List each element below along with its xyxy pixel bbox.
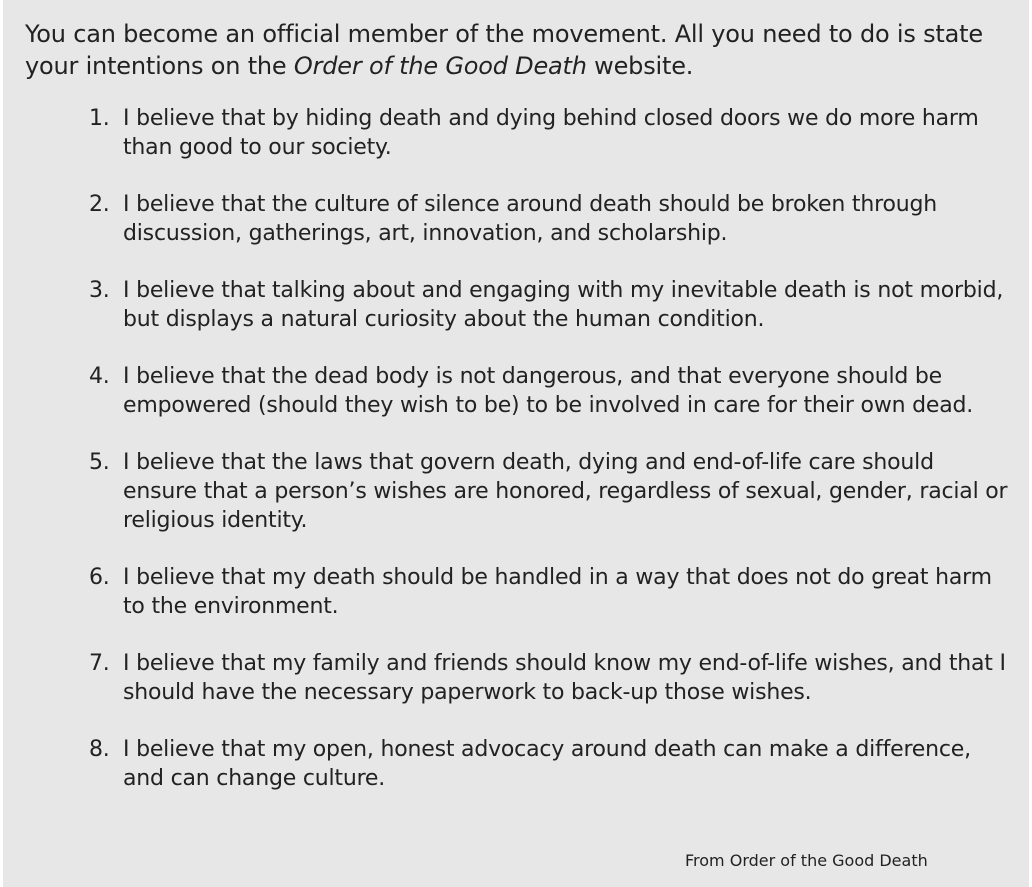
belief-number: 8.	[89, 737, 110, 762]
belief-number: 6.	[89, 565, 110, 590]
belief-number: 7.	[89, 651, 110, 676]
intro-website-name: Order of the Good Death	[293, 52, 587, 80]
belief-item	[89, 735, 1009, 793]
belief-text: I believe that the dead body is not dangerous, and that everyone should be empowered (should they wish to be) to be involved in care for their own dead.	[123, 364, 974, 418]
belief-item	[89, 104, 1009, 162]
content-panel	[3, 0, 1029, 887]
belief-number: 2.	[89, 192, 110, 217]
belief-item	[89, 362, 1009, 420]
intro-text-before: You can become an official member of the movement. All you need to do is state your intentions on the	[25, 20, 983, 80]
belief-item	[89, 276, 1009, 334]
belief-number: 3.	[89, 278, 110, 303]
belief-number: 4.	[89, 364, 110, 389]
source-credit: From Order of the Good Death	[685, 851, 928, 870]
belief-number: 1.	[89, 106, 110, 131]
intro-text-after: website.	[586, 52, 694, 80]
intro-paragraph	[25, 18, 1015, 82]
belief-item	[89, 448, 1009, 535]
belief-text: I believe that my family and friends should know my end-of-life wishes, and that I should have the necessary paperwork to back-up those wishes.	[123, 651, 1006, 705]
belief-item	[89, 649, 1009, 707]
belief-item	[89, 563, 1009, 621]
belief-text: I believe that the culture of silence around death should be broken through discussion, gatherings, art, innovation, and scholarship.	[123, 192, 937, 246]
belief-text: I believe that the laws that govern death, dying and end-of-life care should ensure that a person’s wishes are honored, regardless of sexual, gender, racial or religious identity.	[123, 450, 1008, 533]
belief-number: 5.	[89, 450, 110, 475]
belief-text: I believe that my death should be handled in a way that does not do great harm to the environment.	[123, 565, 992, 619]
belief-text: I believe that my open, honest advocacy around death can make a difference, and can change culture.	[123, 737, 971, 791]
belief-text: I believe that by hiding death and dying behind closed doors we do more harm than good to our society.	[123, 106, 979, 160]
beliefs-list	[89, 104, 1009, 821]
belief-text: I believe that talking about and engaging with my inevitable death is not morbid, but displays a natural curiosity about the human condition.	[123, 278, 1004, 332]
belief-item	[89, 190, 1009, 248]
